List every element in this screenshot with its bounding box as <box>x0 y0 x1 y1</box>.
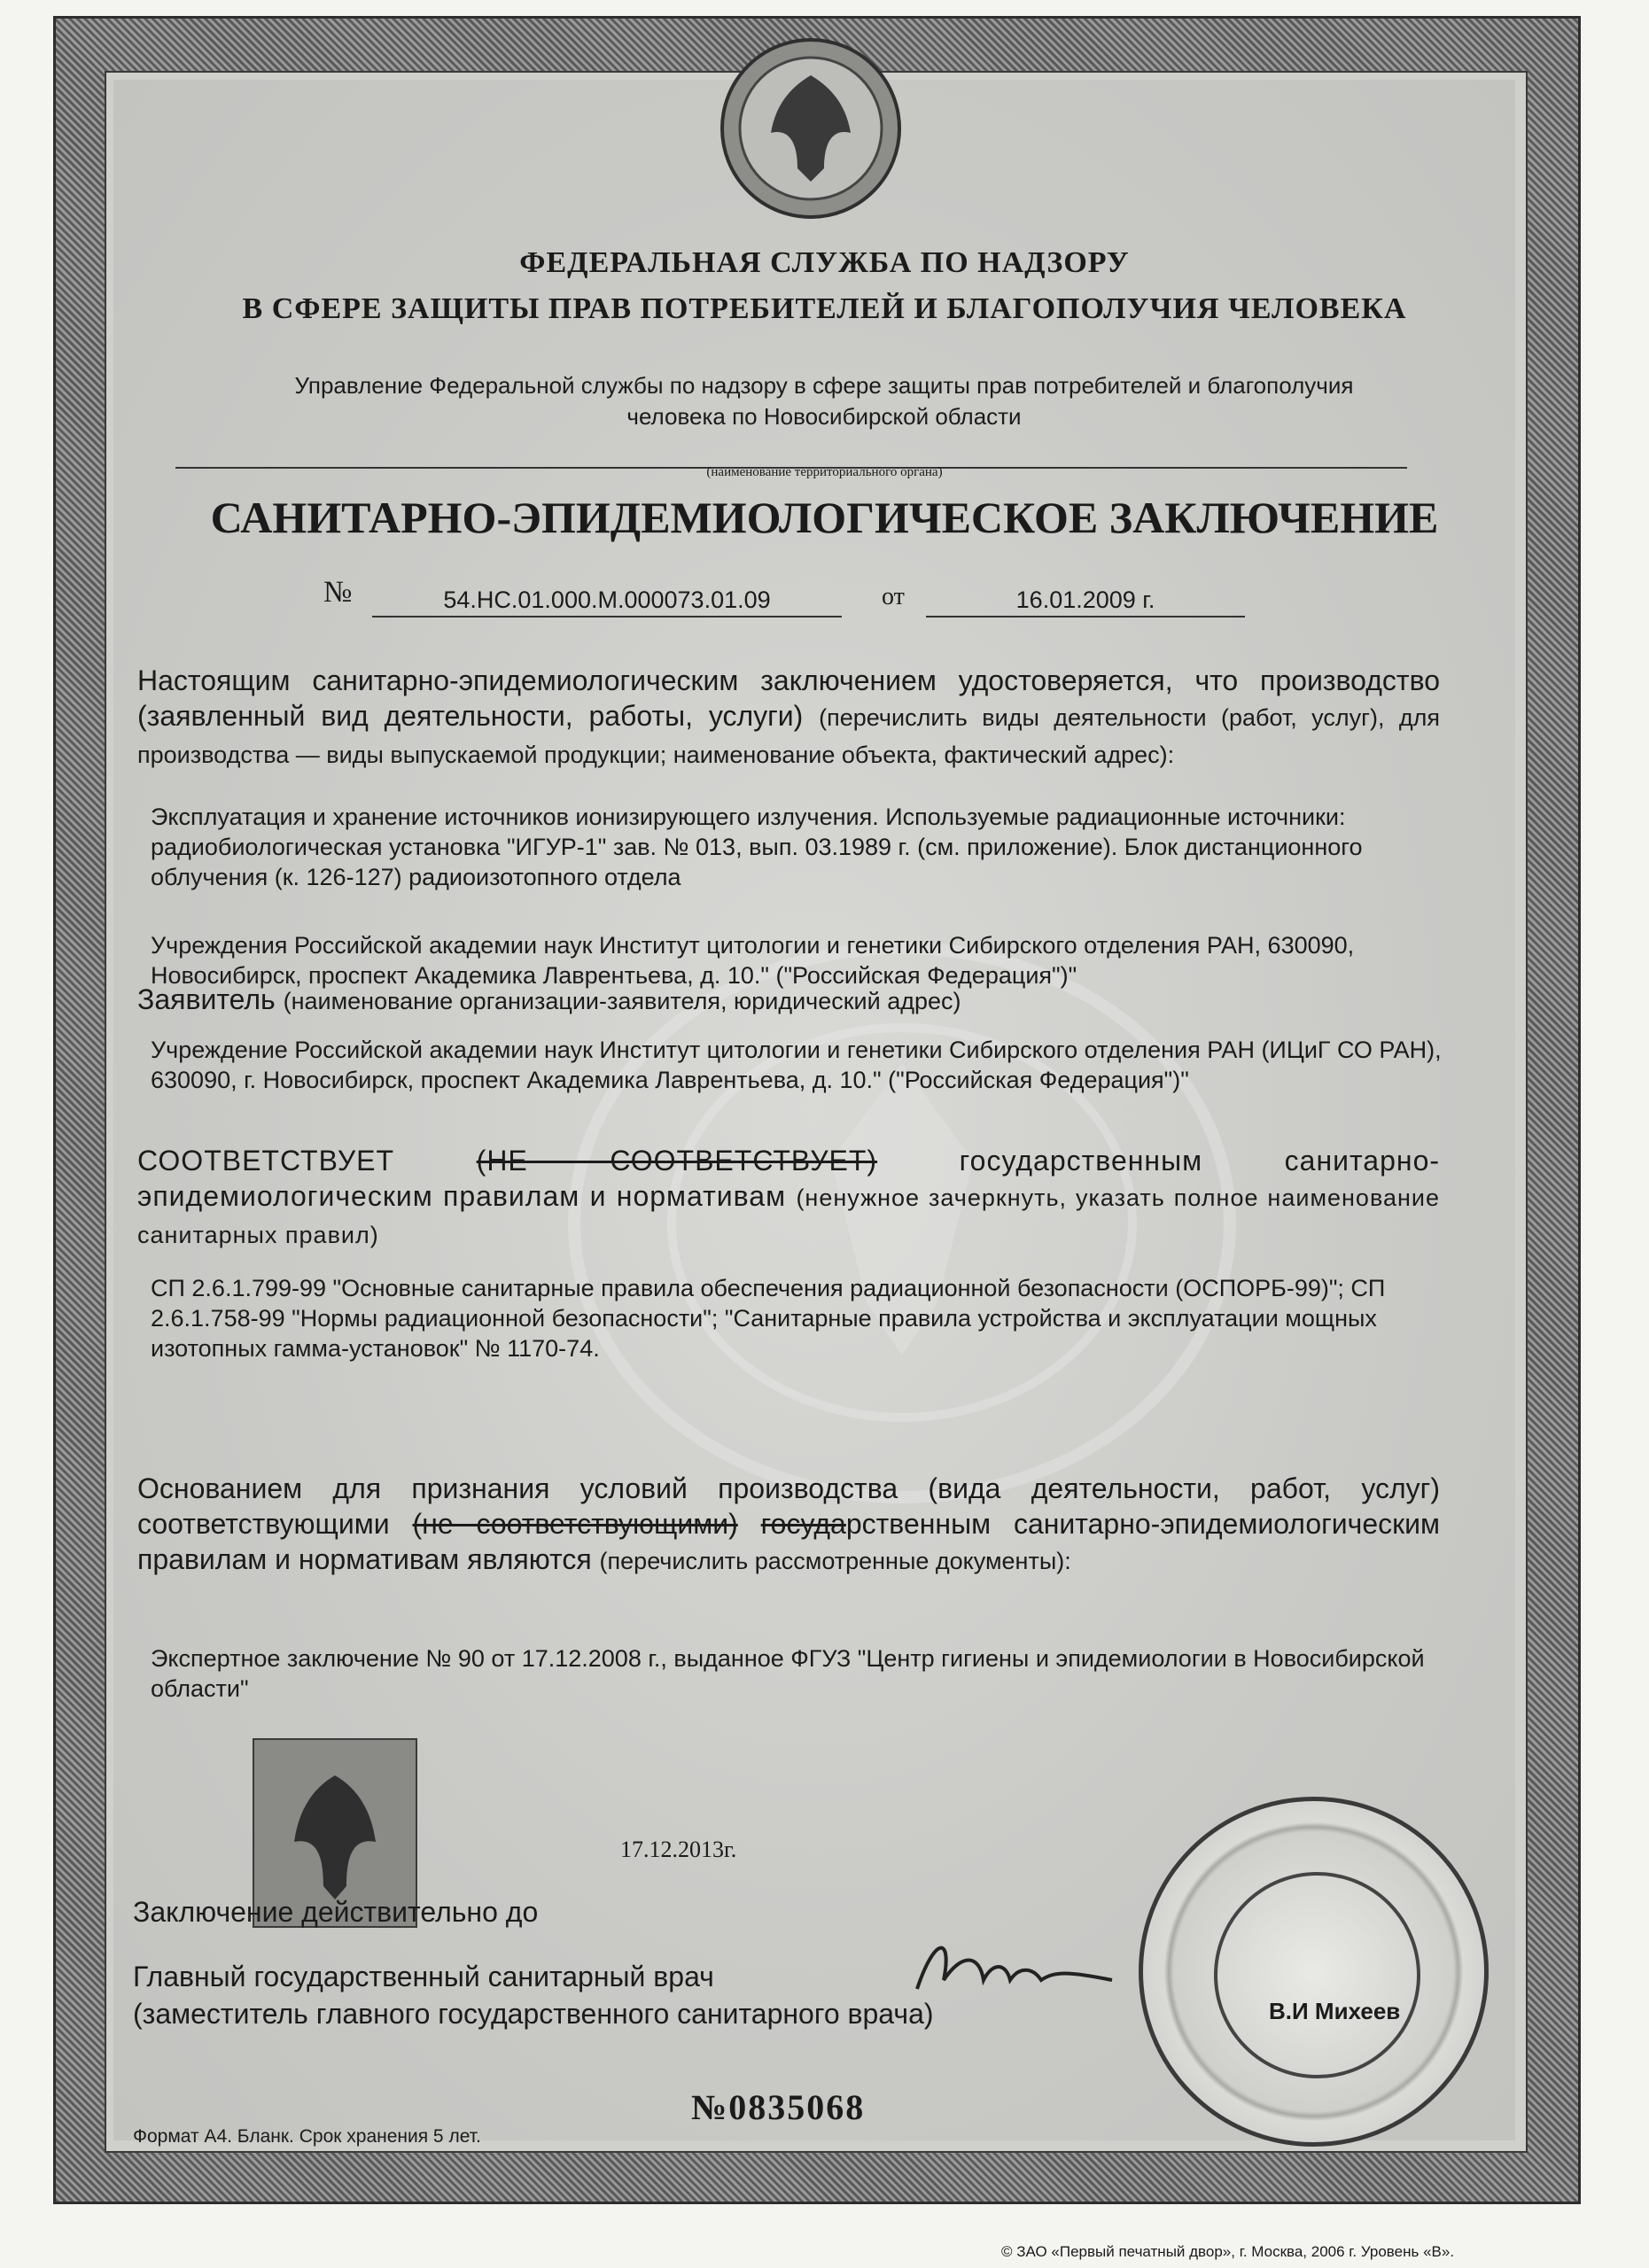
authority-line-1: Управление Федеральной службы по надзору в сфере защиты прав потребителей и благополучия <box>294 372 1354 399</box>
authority-note: (наименование территориального органа) <box>706 465 943 479</box>
conformity-note: (ненужное зачеркнуть, указать полное наименование санитарных правил) <box>137 1184 1441 1248</box>
applicant-value: Учреждение Российской академии наук Институт цитологии и генетики Сибирского отделения РАН (ИЦиГ СО РАН), 630090, г. Новосибирск, проспект Академика Лаврентьева, д. 10." ("Российская Федерация")" <box>151 1037 1442 1093</box>
applicant-label: Заявитель <box>137 983 276 1015</box>
header-line-2: В СФЕРЕ ЗАЩИТЫ ПРАВ ПОТРЕБИТЕЛЕЙ И БЛАГОПОЛУЧИЯ ЧЕЛОВЕКА <box>242 292 1407 325</box>
basis-text-2: рственным санитарно-эпидемиологическим правилам и нормативам являются <box>137 1508 1441 1575</box>
activity-description: Эксплуатация и хранение источников ионизирующего излучения. Используемые радиационные источники: радиобиологическая установка "ИГУР-1" зав. № 013, вып. 03.1989 г. (см. приложение). Блок дистанционного облучения (к. 126-127) радиоизотопного отдела <box>151 804 1363 890</box>
sanitary-rules: СП 2.6.1.799-99 "Основные санитарные правила обеспечения радиационной безопасности (ОСПОРБ-99)"; СП 2.6.1.758-99 "Нормы радиационной безопасности"; "Санитарные правила устройства и эксплуатации мощных изотопных гамма-установок" № 1170-74. <box>151 1275 1386 1362</box>
activity-object: Учреждения Российской академии наук Институт цитологии и генетики Сибирского отделения РАН, 630090, Новосибирск, проспект Академика Лаврентьева, д. 10." ("Российская Федерация")" <box>151 932 1355 989</box>
coat-of-arms-emblem <box>718 35 904 221</box>
applicant-note: (наименование организации-заявителя, юридический адрес) <box>283 988 961 1014</box>
serial-number: №0835068 <box>691 2087 866 2127</box>
certification-text: Настоящим санитарно-эпидемиологическим заключением удостоверяется, что производство (заявленный вид деятельности, работы, услуги) <box>137 664 1440 732</box>
authority-line-2: человека по Новосибирской области <box>626 403 1022 430</box>
basis-text-1: Основанием для признания условий производства (вида деятельности, работ, услуг) соответствующими <box>137 1472 1440 1540</box>
form-format: Формат А4. Бланк. Срок хранения 5 лет. <box>133 2126 481 2147</box>
date-label: от <box>882 583 905 610</box>
handwritten-signature <box>908 1918 1121 2016</box>
certification-paragraph <box>137 663 1440 773</box>
signatory-line-2: (заместитель главного государственного санитарного врача) <box>133 1998 934 2030</box>
copyright: © ЗАО «Первый печатный двор», г. Москва, 2006 г. Уровень «В». <box>1001 2243 1455 2260</box>
document-title: САНИТАРНО-ЭПИДЕМИОЛОГИЧЕСКОЕ ЗАКЛЮЧЕНИЕ <box>210 493 1439 542</box>
basis-struck: (не соответствующими) <box>412 1508 738 1540</box>
basis-struck-2: госуда <box>760 1508 846 1540</box>
signatory-block <box>133 1958 934 2032</box>
date-underline <box>926 616 1245 617</box>
number-underline <box>372 616 842 617</box>
header-line-1: ФЕДЕРАЛЬНАЯ СЛУЖБА ПО НАДЗОРУ <box>519 246 1130 279</box>
applicant-heading <box>137 982 1440 1019</box>
validity-date: 17.12.2013г. <box>620 1837 737 1862</box>
expert-conclusion: Экспертное заключение № 90 от 17.12.2008 г., выданное ФГУЗ "Центр гигиены и эпидемиологии в Новосибирской области" <box>151 1645 1425 1702</box>
certificate-date: 16.01.2009 г. <box>1015 586 1155 613</box>
official-stamp <box>1139 1797 1489 2147</box>
authority-name <box>106 370 1542 432</box>
conformity-not-corresponds: (НЕ СООТВЕТСТВУЕТ) <box>476 1145 878 1177</box>
signatory-name: В.И Михеев <box>1269 1998 1401 2024</box>
signatory-line-1: Главный государственный санитарный врач <box>133 1961 714 1992</box>
stamp-inner-ring <box>1214 1872 1420 2078</box>
certification-note: (перечислить виды деятельности (работ, услуг), для производства — виды выпускаемой продукции; наименование объекта, фактический адрес): <box>137 704 1441 768</box>
conformity-corresponds: СООТВЕТСТВУЕТ <box>137 1145 395 1177</box>
basis-note: (перечислить рассмотренные документы): <box>599 1548 1071 1574</box>
basis-paragraph <box>137 1471 1440 1579</box>
conformity-paragraph <box>137 1143 1440 1253</box>
conformity-text: государственным санитарно-эпидемиологическим правилам и нормативам <box>137 1145 1441 1212</box>
certificate-number: 54.НС.01.000.М.000073.01.09 <box>443 586 771 613</box>
validity-label: Заключение действительно до <box>133 1896 539 1928</box>
number-label: № <box>323 576 353 609</box>
